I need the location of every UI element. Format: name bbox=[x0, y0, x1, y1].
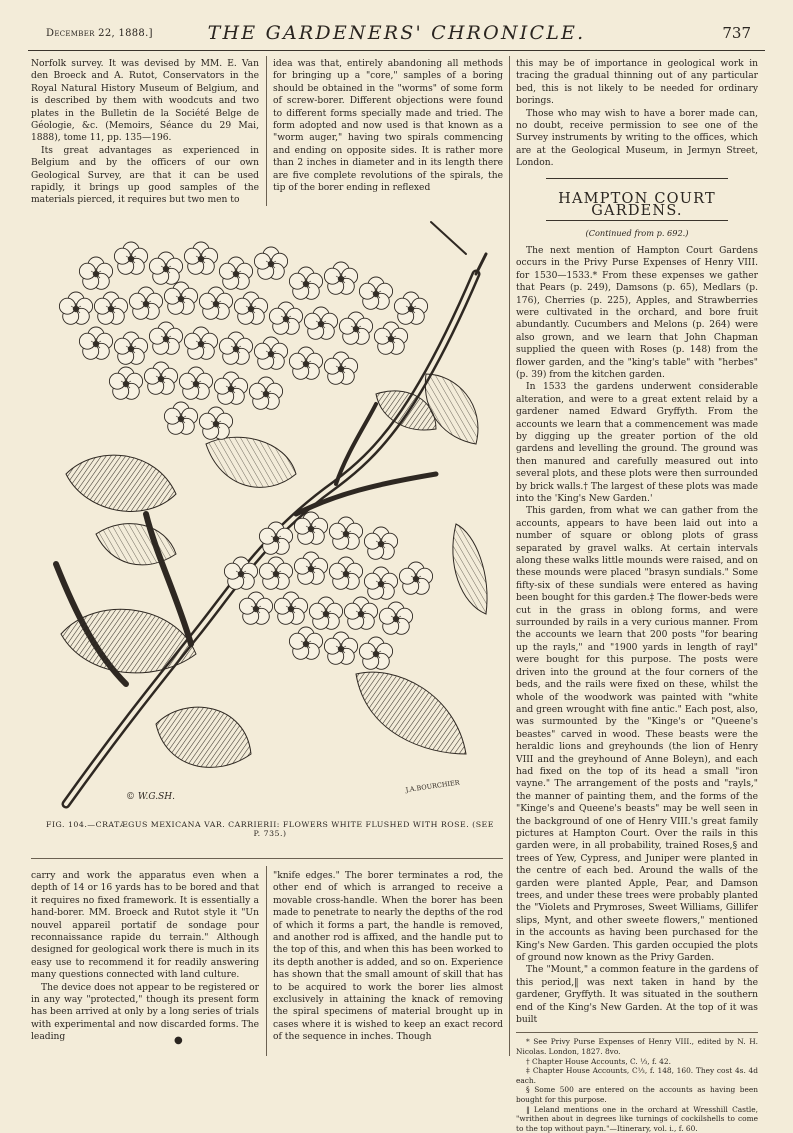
ornament-dot: ● bbox=[174, 1035, 183, 1046]
paragraph: "knife edges." The borer terminates a rod, the other end of which is arranged to receive a movable cross-handle. When the borer has been made to penetrate to nearly the depths of the rod of which it forms a part, the handle is removed, and another rod is affixed, and the handle put to the top of this, and when this has been worked to its depth another is added, and so on. Experience has shown that the small amount of skill that has to be acquired to work the borer lies almost exclusively in attaining the knack of removing the spiral specimens of material brought up in cases where it is wished to keep an exact record of the sequence in inches. Though bbox=[273, 871, 503, 1043]
page-number: 737 bbox=[722, 24, 751, 42]
footnote: § Some 500 are entered on the accounts as having been bought for this purpose. bbox=[516, 1085, 758, 1105]
paragraph: In 1533 the gardens underwent considerable alteration, and were to a great extent relaid by a gardener named Edward Gryffyth. From the accounts we learn that a commencement was made by digging up the greater portion of the old gardens and levelling the ground. The ground was then manured and carefully measured out into several plots, and these plots were then surrounded by brick walls.† The largest of these plots was made into the 'King's New Garden.' bbox=[516, 382, 758, 504]
section-title: HAMPTON COURT GARDENS. bbox=[558, 190, 716, 220]
column-rule bbox=[509, 56, 510, 1056]
paragraph: The "Mount," a common feature in the gardens of this period,‖ was next taken in hand by the gardener, Gryffyth. It was situated in the southern end of the King's New Garden. At the top of it was built bbox=[516, 965, 758, 1026]
paragraph: This garden, from what we can gather from the accounts, appears to have been laid out into a number of square or oblong plots of grass separated by gravel walks. At certain intervals along these walks little mounds were raised, and on these mounds were placed "brasyn sundials." Some fifty-six of these sundials were entered as having been bought for this garden.‡ The flower-beds were cut in the grass in oblong forms, and were surrounded by rails in a very curious manner. From the accounts we learn that 200 posts "for bearing up the rayls," and "1900 yards in length of rayl" were bought for this purpose. The posts were driven into the ground at the four corners of the beds, and the rails were fixed on these, whilst the whole of the woodwork was painted with "white and green wrought with fine antic." Each post, also, was surmounted by the "Kinge's or "Queene's beastes" carved in wood. These beasts were the heraldic lions and greyhounds (the lion of Henry VIII and the greyhound of Anne Boleyn), and each had fixed on the top of its head a small "iron vayne." The arrangement of the posts and "rayls," the manner of painting them, and the forms of the "Kinge's and Queene's beasts" may be well seen in the background of one of Henry VIII.'s great family pictures at Hampton Court. Over the rails in this garden were, in all probability, trained Roses,§ and trees of Yew, Cypress, and Juniper were planted in the centre of each bed. Around the walls of the garden were planted Apple, Pear, and Damson trees, and under these trees were probably planted the "Violets and Prymroses, Sweet Williams, Gillifer slips, Mynt, and other sweete flowers," mentioned in the accounts as having been purchased for the King's New Garden. This garden occupied the plots of ground now known as the Privy Garden. bbox=[516, 506, 758, 964]
footnote: † Chapter House Accounts, C. ⅓, f. 42. bbox=[526, 1056, 671, 1066]
column-3 bbox=[516, 58, 758, 1133]
footnote: ‡ Chapter House Accounts, C⅓, f. 148, 160. They cost 4s. 4d each. bbox=[516, 1066, 758, 1085]
paragraph: this may be of importance in geological work in tracing the gradual thinning out of any particular bed, this is not likely to be needed for ordinary borings. bbox=[516, 59, 758, 107]
section-rule bbox=[546, 178, 728, 179]
column-rule bbox=[266, 866, 267, 1056]
column-rule bbox=[266, 56, 267, 206]
paragraph: The next mention of Hampton Court Gardens occurs in the Privy Purse Expenses of Henry VIII. for 1530—1533.* From these expenses we gather that Pears (p. 249), Damsons (p. 65), Medlars (p. 176), Cherries (p. 225), Apples, and Strawberries were cultivated in the orchard, and bore fruit abundantly. Cucumbers and Melons (p. 264) were also grown, and we learn that John Chapman supplied the queen with Roses (p. 148) from the flower garden, and the "king's table" with "herbes" (p. 39) from the kitchen garden. bbox=[516, 245, 758, 380]
column-1-bottom bbox=[31, 870, 259, 1044]
column-2-top bbox=[273, 58, 503, 194]
footnote: * See Privy Purse Expenses of Henry VIII., edited by N. H. Nicolas. London, 1827. 8vo. bbox=[516, 1037, 758, 1057]
masthead-title: THE GARDENERS' CHRONICLE. bbox=[207, 22, 586, 44]
column-1-top bbox=[31, 58, 259, 207]
continued-note: (Continued from p. 692.) bbox=[585, 228, 689, 239]
column-2-bottom bbox=[273, 870, 503, 1044]
header-rule bbox=[28, 50, 765, 51]
running-header bbox=[28, 22, 765, 48]
paragraph: Its great advantages as experienced in Belgium and by the officers of our own Geological Survey, are that it can be used rapidly, it brings up good samples of the materials pierced, it requires but two men to bbox=[31, 145, 259, 206]
figure-caption: FIG. 104.—CRATÆGUS MEXICANA VAR. CARRIERII: FLOWERS WHITE FLUSHED WITH ROSE. (SEE P. 735.) bbox=[46, 820, 494, 838]
engraver-signature-left: © W.G.SH. bbox=[126, 792, 176, 802]
issue-date: December 22, 1888.] bbox=[46, 28, 153, 39]
paragraph: idea was that, entirely abandoning all methods for bringing up a "core," samples of a boring should be obtained in the "worms" of some form of screw-borer. Different objections were found to different forms specially made and tried. The form adopted and now used is that known as a "worm auger," having two spirals commencing and ending on opposite sides. It is rather more than 2 inches in diameter and in its length there are five complete revolutions of the spirals, the tip of the borer ending in reflexed bbox=[273, 59, 503, 194]
paragraph: Norfolk survey. It was devised by MM. E. Van den Broeck and A. Rutot, Conservators in the Royal Natural History Museum of Belgium, and is described by them with woodcuts and two plates in the Bulletin de la Société Belge de Géologie, &c. (Memoirs, Séance du 29 Mai, 1888), tome 11, pp. 135—196. bbox=[31, 59, 259, 144]
paragraph: Those who may wish to have a borer made can, no doubt, receive permission to see one of the Survey instruments by writing to the offices, which are at the Geological Museum, in Jermyn Street, London. bbox=[516, 108, 758, 169]
crataegus-engraving bbox=[36, 214, 498, 812]
section-rule bbox=[546, 220, 728, 221]
footnote: ‖ Leland mentions one in the orchard at Wresshill Castle, "writhen about in degrees like turnings of cockilshells to come to the top without payn."—Itinerary, vol. i., f. 60. bbox=[516, 1104, 758, 1133]
paragraph: carry and work the apparatus even when a depth of 14 or 16 yards has to be bored and that it requires no fixed framework. It is essentially a hand-borer. MM. Broeck and Rutot style it "Un nouvel appareil portatif de sondage pour reconnaissance rapide du terrain." Although designed for geological work there is much in its easy use to recommend it for readily answering many questions connected with land culture. bbox=[31, 871, 259, 981]
footnotes bbox=[516, 1032, 758, 1133]
paragraph: The device does not appear to be registered or in any way "protected," though its present form has been arrived at only by a long series of trials with experimental and now discarded forms. The leading bbox=[31, 982, 259, 1043]
engraver-signature-right: J.A.BOURCHIER bbox=[405, 778, 461, 794]
figure-rule bbox=[31, 858, 503, 859]
